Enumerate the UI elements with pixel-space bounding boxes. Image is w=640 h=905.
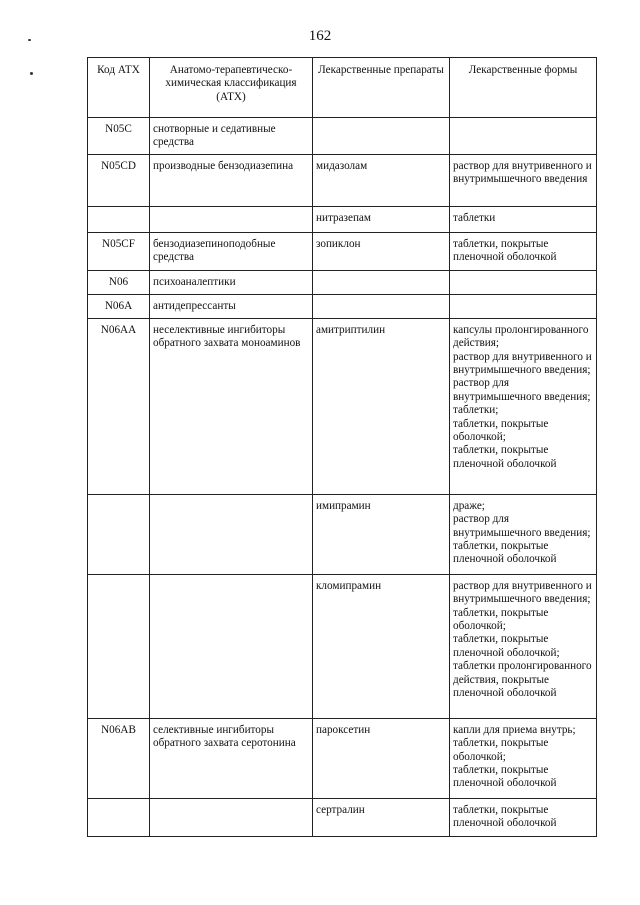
dosage-forms <box>450 118 597 155</box>
table-row <box>88 318 597 494</box>
drug-name: кломипрамин <box>313 574 450 718</box>
header-classification: Анатомо-терапевтическо-химическая классификация (АТХ) <box>150 58 313 118</box>
header-code: Код АТХ <box>88 58 150 118</box>
dosage-forms: капли для приема внутрь; таблетки, покрытые оболочкой; таблетки, покрытые пленочной оболочкой <box>450 718 597 798</box>
atc-code <box>88 798 150 836</box>
atc-class: селективные ингибиторы обратного захвата серотонина <box>150 718 313 798</box>
table-row <box>88 154 597 206</box>
drug-name: пароксетин <box>313 718 450 798</box>
atc-code: N05CF <box>88 232 150 270</box>
drug-name: мидазолам <box>313 154 450 206</box>
header-forms: Лекарственные формы <box>450 58 597 118</box>
drug-name: нитразепам <box>313 206 450 232</box>
atc-class <box>150 494 313 574</box>
atc-code: N06A <box>88 294 150 318</box>
atc-code: N05CD <box>88 154 150 206</box>
table-row <box>88 232 597 270</box>
dosage-forms: драже; раствор для внутримышечного введения; таблетки, покрытые пленочной оболочкой <box>450 494 597 574</box>
atc-code <box>88 494 150 574</box>
atc-class: снотворные и седативные средства <box>150 118 313 155</box>
dosage-forms: таблетки <box>450 206 597 232</box>
atc-code: N06AA <box>88 318 150 494</box>
scan-speck <box>28 39 31 41</box>
dosage-forms <box>450 294 597 318</box>
atc-class <box>150 574 313 718</box>
drug-name: имипрамин <box>313 494 450 574</box>
drug-name <box>313 118 450 155</box>
table-row <box>88 574 597 718</box>
table-row <box>88 798 597 836</box>
atc-code: N06AB <box>88 718 150 798</box>
dosage-forms: раствор для внутривенного и внутримышечного введения <box>450 154 597 206</box>
atc-code: N06 <box>88 270 150 294</box>
drug-name: амитриптилин <box>313 318 450 494</box>
drug-name <box>313 270 450 294</box>
table-row <box>88 718 597 798</box>
drug-name <box>313 294 450 318</box>
atc-class: бензодиазепиноподобные средства <box>150 232 313 270</box>
atc-code: N05C <box>88 118 150 155</box>
atc-class: производные бензодиазепина <box>150 154 313 206</box>
scan-speck <box>30 72 33 75</box>
table-row <box>88 294 597 318</box>
dosage-forms: таблетки, покрытые пленочной оболочкой <box>450 798 597 836</box>
page-number: 162 <box>308 28 332 44</box>
drug-name: сертралин <box>313 798 450 836</box>
atc-code <box>88 574 150 718</box>
atc-class <box>150 206 313 232</box>
atc-class <box>150 798 313 836</box>
atc-class: антидепрессанты <box>150 294 313 318</box>
dosage-forms: капсулы пролонгированного действия; раствор для внутривенного и внутримышечного введения; раствор для внутримышечного введения; таблетки; таблетки, покрытые оболочкой; таблетки, покрытые пленочной оболочкой <box>450 318 597 494</box>
dosage-forms: таблетки, покрытые пленочной оболочкой <box>450 232 597 270</box>
atc-class: неселективные ингибиторы обратного захвата моноаминов <box>150 318 313 494</box>
table-row <box>88 494 597 574</box>
table-header-row <box>88 58 597 118</box>
table-row <box>88 206 597 232</box>
drug-name: зопиклон <box>313 232 450 270</box>
atc-table <box>87 57 597 837</box>
atc-class: психоаналептики <box>150 270 313 294</box>
dosage-forms: раствор для внутривенного и внутримышечного введения; таблетки, покрытые оболочкой; таблетки, покрытые пленочной оболочкой; таблетки пролонгированного действия, покрытые пленочной оболочкой <box>450 574 597 718</box>
dosage-forms <box>450 270 597 294</box>
table-row <box>88 118 597 155</box>
header-drugs: Лекарственные препараты <box>313 58 450 118</box>
atc-code <box>88 206 150 232</box>
table-row <box>88 270 597 294</box>
